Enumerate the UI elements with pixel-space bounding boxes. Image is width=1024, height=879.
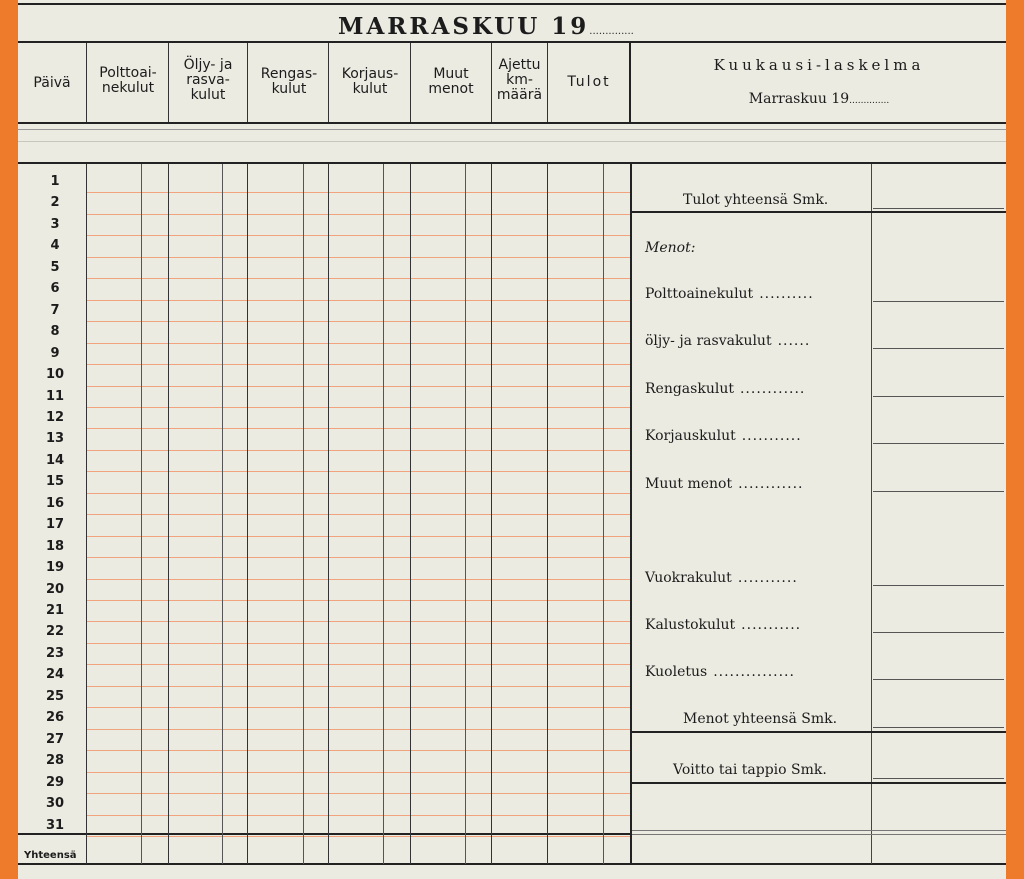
day-number: 25 — [45, 688, 65, 704]
ledger-form — [18, 0, 1006, 879]
expense-amount-line[interactable] — [873, 301, 1004, 302]
expense-item — [645, 664, 795, 680]
body-top-rule — [18, 162, 1006, 164]
expense-dots: ........... — [737, 570, 798, 586]
day-number: 16 — [45, 495, 65, 511]
summary-title: Kuukausi-laskelma — [713, 56, 925, 74]
month-title: MARRASKUU 19.............. — [338, 13, 634, 40]
day-number: 27 — [45, 731, 65, 747]
day-number: 14 — [45, 452, 65, 468]
summary-month: Marraskuu 19.............. — [748, 91, 890, 107]
day-number: 24 — [45, 667, 65, 683]
expense-item — [645, 286, 814, 302]
expense-dots: ...... — [777, 333, 811, 349]
day-number: 4 — [50, 238, 60, 254]
expense-dots: ........... — [741, 617, 802, 633]
day-number: 15 — [45, 474, 65, 490]
day-number: 30 — [45, 796, 65, 812]
expense-label: Muut menot — [645, 476, 733, 492]
expense-label: öljy- ja rasvakulut — [645, 333, 772, 349]
title-rule — [18, 41, 1006, 43]
expense-amount-line[interactable] — [873, 679, 1004, 680]
expense-item — [645, 570, 798, 586]
expense-dots: ............ — [739, 381, 806, 397]
day-number: 31 — [45, 817, 65, 833]
col-km: Ajettu km- määrä — [496, 57, 543, 103]
col-day: Päivä — [33, 75, 71, 91]
day-number: 6 — [50, 281, 60, 297]
expense-item — [645, 333, 810, 349]
day-number: 19 — [45, 560, 65, 576]
header-bottom-rule — [18, 122, 1006, 124]
day-number: 12 — [45, 409, 65, 425]
expense-label: Polttoainekulut — [645, 286, 754, 302]
profit-loss-label: Voitto tai tappio Smk. — [673, 762, 827, 778]
day-number: 9 — [50, 345, 60, 361]
day-number: 29 — [45, 774, 65, 790]
expense-dots: .......... — [759, 286, 814, 302]
expense-dots: ............... — [713, 664, 795, 680]
day-number: 3 — [50, 216, 60, 232]
day-number: 18 — [45, 538, 65, 554]
expense-amount-line[interactable] — [873, 585, 1004, 586]
col-oil: Öljy- ja rasva- kulut — [183, 57, 233, 103]
totals-label: Yhteensä — [24, 850, 77, 861]
day-number: 8 — [50, 324, 60, 340]
col-repair: Korjaus- kulut — [341, 66, 399, 97]
expense-label: Kuoletus — [645, 664, 708, 680]
day-number: 2 — [50, 195, 60, 211]
day-number: 28 — [45, 753, 65, 769]
col-income: Tulot — [567, 74, 611, 90]
col-fuel: Polttoai- nekulut — [99, 65, 157, 96]
day-number: 7 — [50, 302, 60, 318]
expense-amount-line[interactable] — [873, 348, 1004, 349]
expense-amount-line[interactable] — [873, 396, 1004, 397]
day-number: 17 — [45, 517, 65, 533]
expense-dots: ............ — [738, 476, 804, 492]
col-tire: Rengas- kulut — [260, 66, 318, 97]
expenses-heading: Menot: — [645, 240, 696, 256]
expense-item — [645, 617, 801, 633]
expenses-total-label: Menot yhteensä Smk. — [683, 711, 838, 727]
expense-item — [645, 428, 802, 444]
day-number: 13 — [45, 431, 65, 447]
expense-item — [645, 381, 805, 397]
top-rule — [18, 3, 1006, 5]
expense-amount-line[interactable] — [873, 491, 1004, 492]
day-number: 1 — [50, 174, 60, 189]
col-other: Muut menot — [428, 66, 474, 97]
day-number: 5 — [50, 259, 60, 275]
expense-label: Kalustokulut — [645, 617, 736, 633]
expense-label: Vuokrakulut — [645, 570, 732, 586]
expense-item — [645, 476, 803, 492]
expense-label: Rengaskulut — [645, 381, 734, 397]
income-total-label: Tulot yhteensä Smk. — [683, 192, 829, 208]
day-number: 26 — [45, 710, 65, 726]
expense-amount-line[interactable] — [873, 632, 1004, 633]
expense-amount-line[interactable] — [873, 443, 1004, 444]
day-number: 20 — [45, 581, 65, 597]
expense-dots: ........... — [741, 428, 802, 444]
day-number: 10 — [45, 367, 65, 383]
day-number: 23 — [45, 645, 65, 661]
expense-label: Korjauskulut — [645, 428, 736, 444]
day-number: 11 — [45, 388, 65, 404]
day-number: 21 — [45, 603, 65, 618]
day-number: 22 — [45, 624, 65, 640]
